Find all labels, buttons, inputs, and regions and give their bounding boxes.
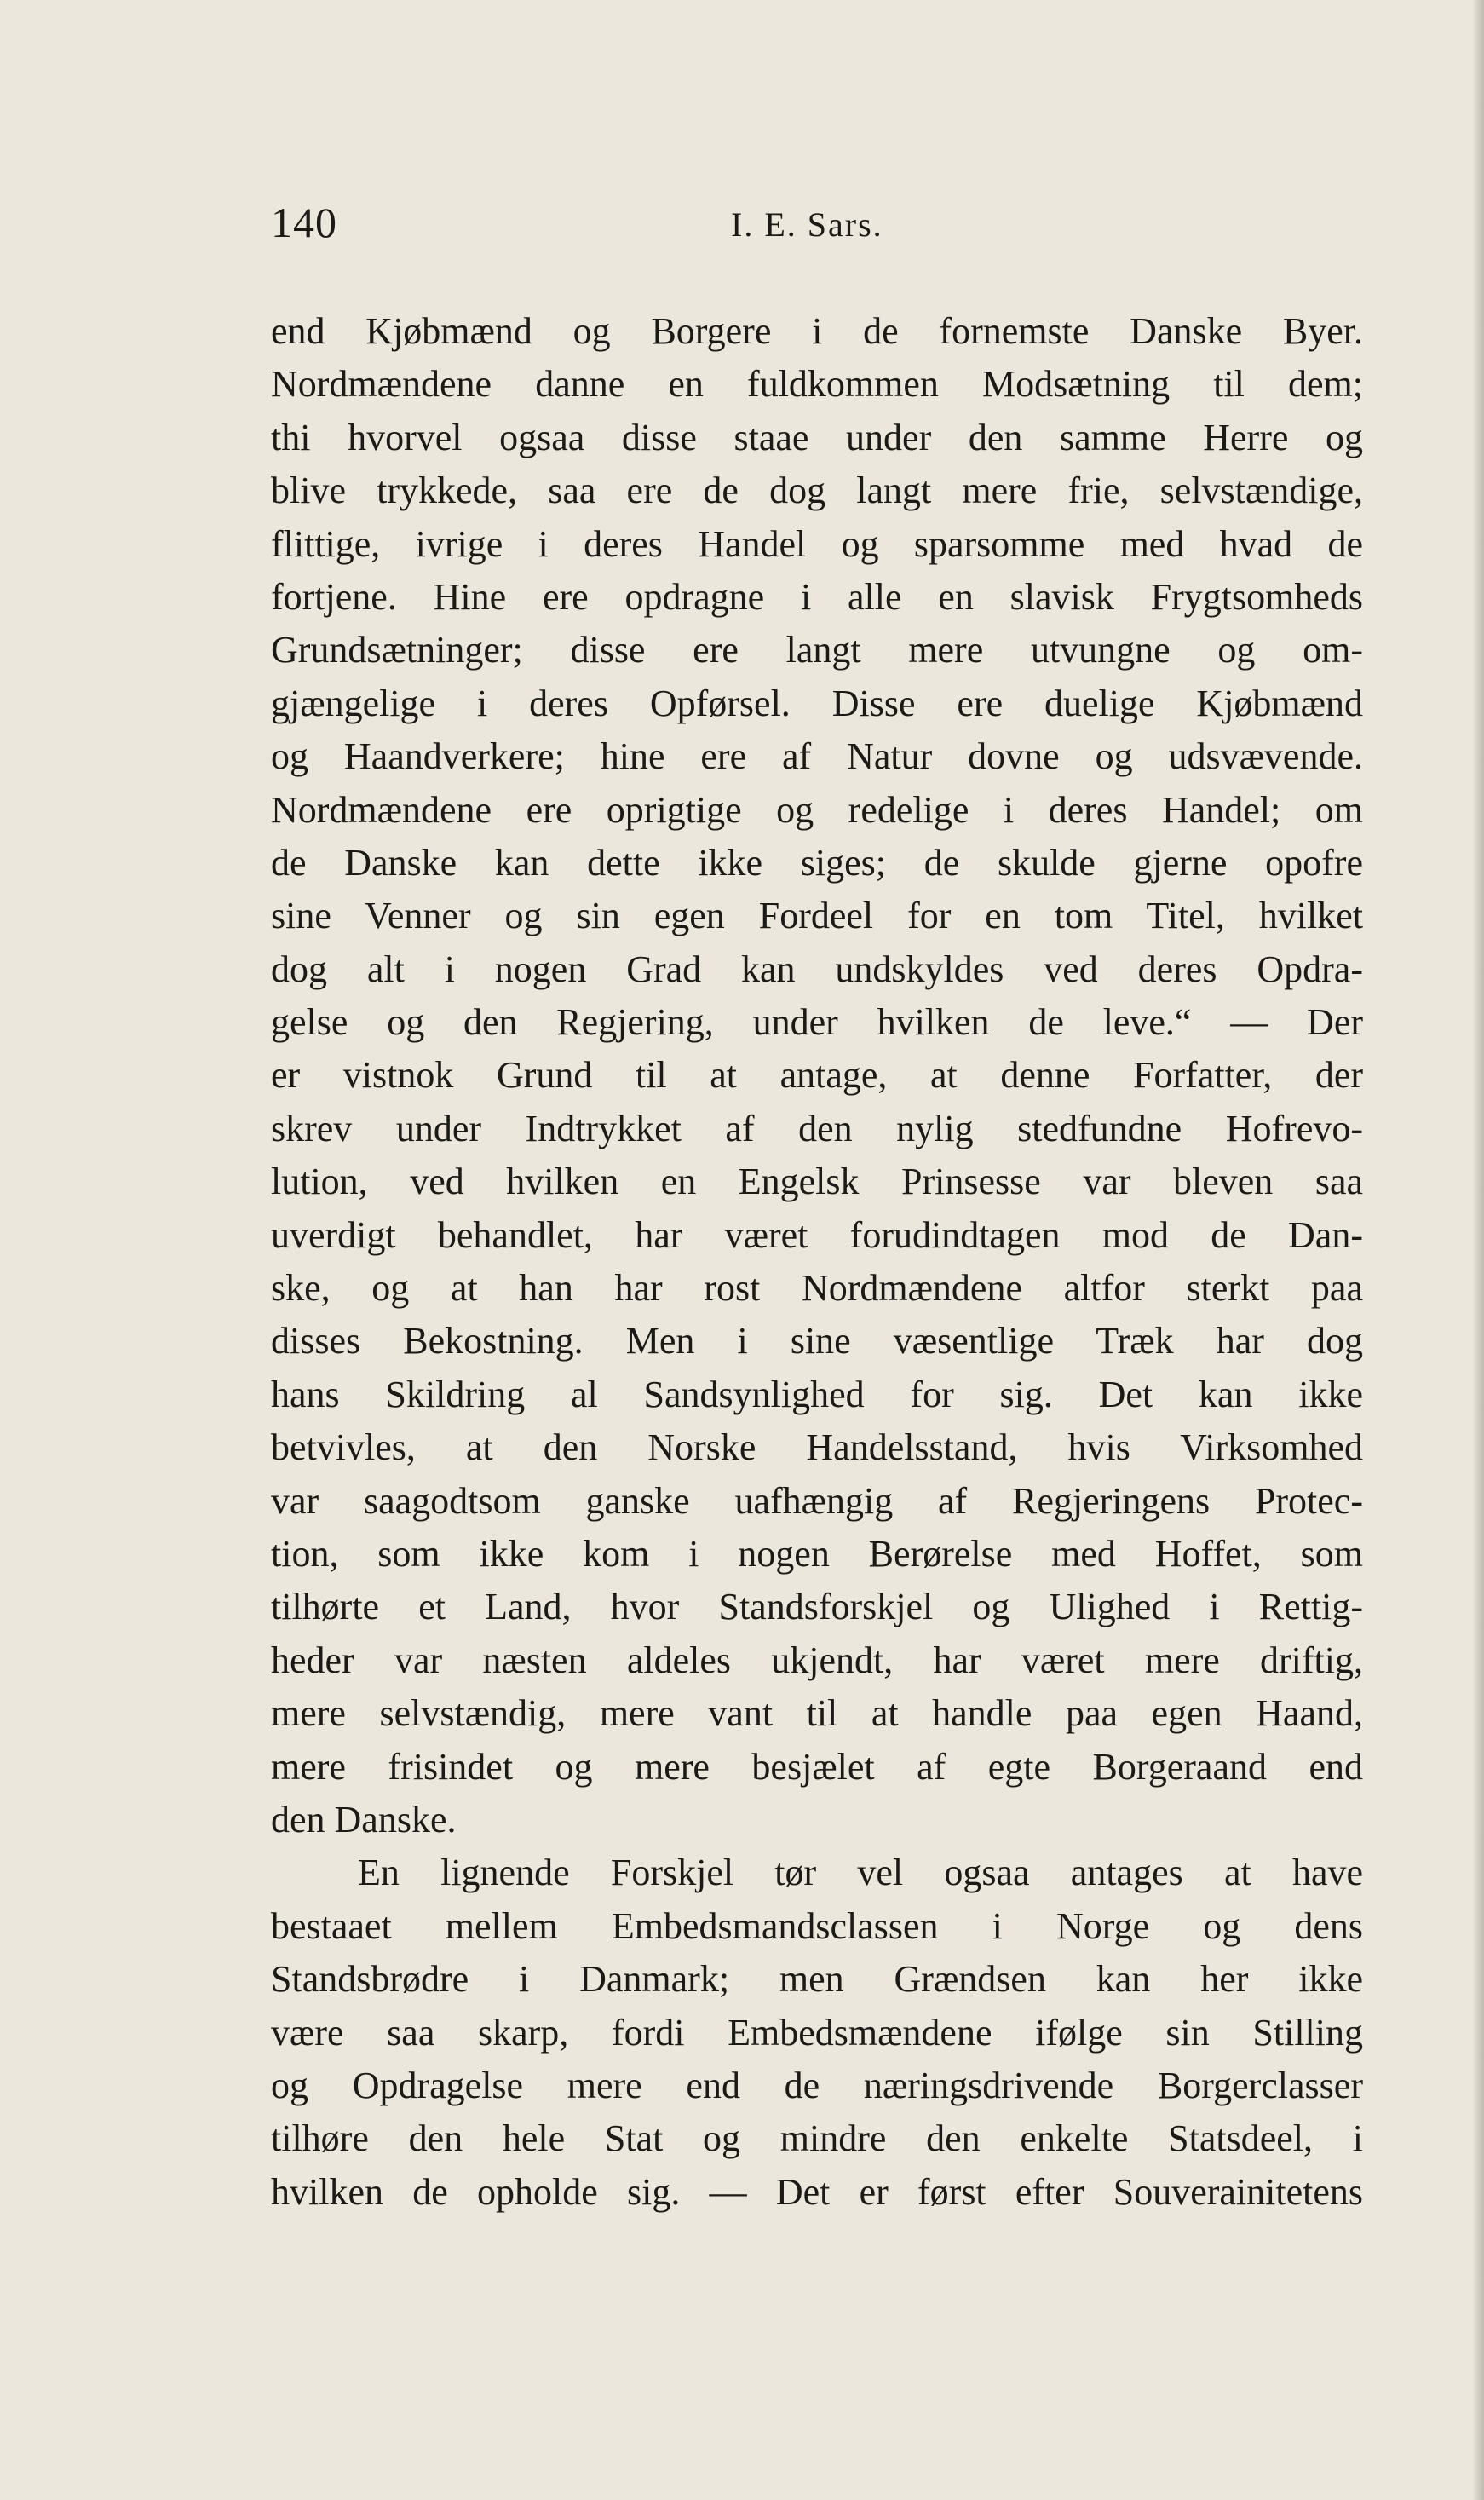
text-line: Nordmændene danne en fuldkommen Modsætning til dem;	[271, 363, 1363, 406]
text-line: Standsbrødre i Danmark; men Grændsen kan her ikke	[271, 1958, 1363, 2001]
text-line: end Kjøbmænd og Borgere i de fornemste Danske Byer.	[271, 310, 1363, 352]
text-line: uverdigt behandlet, har været forudindtagen mod de Dan-	[271, 1213, 1363, 1256]
text-line: skrev under Indtrykket af den nylig stedfundne Hofrevo-	[271, 1107, 1363, 1149]
text-line: blive trykkede, saa ere de dog langt mere frie, selvstændige,	[271, 469, 1363, 512]
page-header	[271, 198, 1378, 249]
text-line: disses Bekostning. Men i sine væsentlige Træk har dog	[271, 1320, 1363, 1362]
text-line: thi hvorvel ogsaa disse staae under den samme Herre og	[271, 416, 1363, 458]
text-line: Grundsætninger; disse ere langt mere utvungne og om-	[271, 629, 1363, 671]
text-line: lution, ved hvilken en Engelsk Prinsesse var bleven saa	[271, 1161, 1363, 1203]
paragraph-end-line: den Danske.	[271, 1798, 457, 1840]
text-line: flittige, ivrige i deres Handel og sparsomme med hvad de	[271, 522, 1363, 565]
text-line: er vistnok Grund til at antage, at denne Forfatter, der	[271, 1054, 1363, 1097]
text-line: mere frisindet og mere besjælet af egte Borgeraand end	[271, 1745, 1363, 1788]
text-line: heder var næsten aldeles ukjendt, har været mere driftig,	[271, 1639, 1363, 1681]
text-line: være saa skarp, fordi Embedsmændene ifølge sin Stilling	[271, 2011, 1363, 2054]
running-head: I. E. Sars.	[731, 205, 883, 244]
text-line: tilhørte et Land, hvor Standsforskjel og Ulighed i Rettig-	[271, 1586, 1363, 1628]
text-line: mere selvstændig, mere vant til at handle paa egen Haand,	[271, 1692, 1363, 1735]
text-line: dog alt i nogen Grad kan undskyldes ved deres Opdra-	[271, 948, 1363, 990]
page-number: 140	[271, 199, 337, 246]
text-line: Nordmændene ere oprigtige og redelige i deres Handel; om	[271, 788, 1363, 831]
paragraph-start-line: En lignende Forskjel tør vel ogsaa antages at have	[358, 1852, 1363, 1894]
body-text	[271, 305, 1363, 2219]
page-edge-shadow	[1472, 0, 1484, 2500]
text-line: ske, og at han har rost Nordmændene altfor sterkt paa	[271, 1267, 1363, 1310]
text-line: de Danske kan dette ikke siges; de skulde gjerne opofre	[271, 841, 1363, 884]
text-line: sine Venner og sin egen Fordeel for en tom Titel, hvilket	[271, 895, 1363, 937]
text-line: hvilken de opholde sig. — Det er først efter Souverainitetens	[271, 2170, 1363, 2213]
text-line: tilhøre den hele Stat og mindre den enkelte Statsdeel, i	[271, 2117, 1363, 2160]
text-line: og Opdragelse mere end de næringsdrivende Borgerclasser	[271, 2064, 1363, 2106]
text-line: og Haandverkere; hine ere af Natur dovne og udsvævende.	[271, 735, 1363, 778]
text-line: fortjene. Hine ere opdragne i alle en slavisk Frygtsomheds	[271, 575, 1363, 618]
text-line: tion, som ikke kom i nogen Berørelse med Hoffet, som	[271, 1532, 1363, 1575]
text-line: gelse og den Regjering, under hvilken de leve.“ — Der	[271, 1001, 1363, 1044]
text-line: bestaaet mellem Embedsmandsclassen i Norge og dens	[271, 1904, 1363, 1947]
text-line: gjængelige i deres Opførsel. Disse ere duelige Kjøbmænd	[271, 682, 1363, 724]
text-line: betvivles, at den Norske Handelsstand, hvis Virksomhed	[271, 1426, 1363, 1469]
text-line: var saagodtsom ganske uafhængig af Regjeringens Protec-	[271, 1479, 1363, 1522]
text-line: hans Skildring al Sandsynlighed for sig. Det kan ikke	[271, 1373, 1363, 1415]
